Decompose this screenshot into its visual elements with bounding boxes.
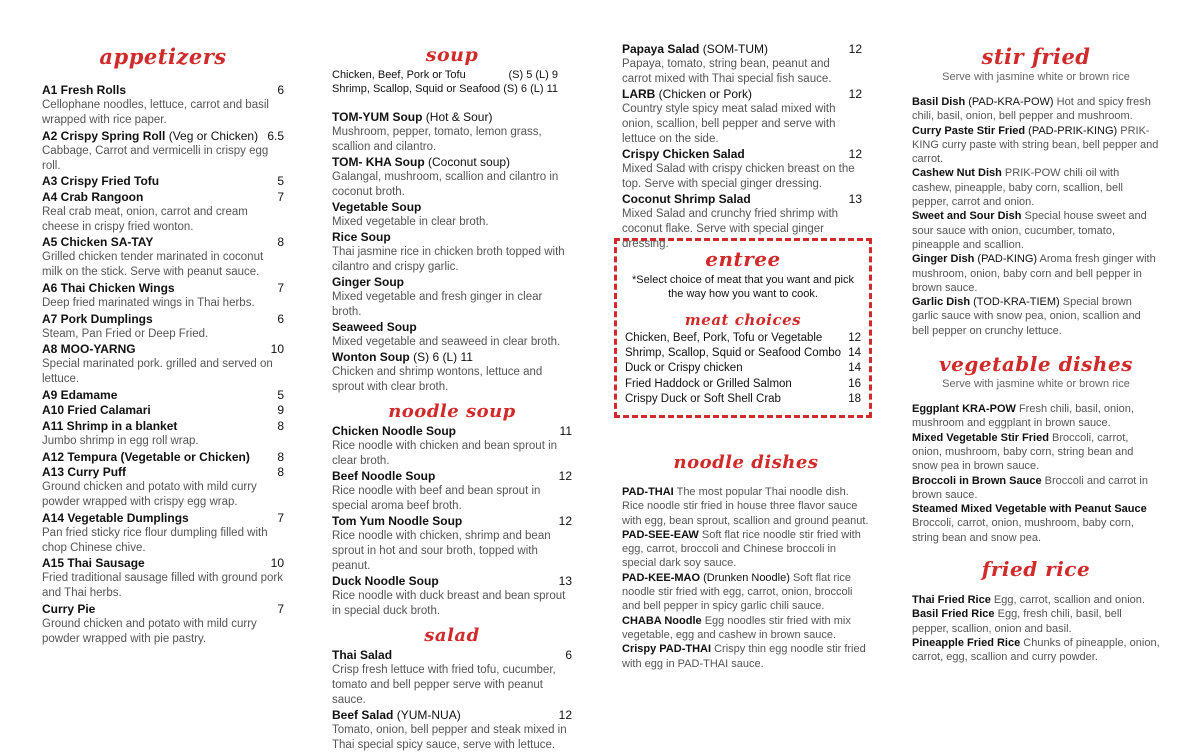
soup-price-rows bbox=[332, 68, 558, 96]
menu-item bbox=[622, 571, 870, 614]
menu-item bbox=[332, 648, 572, 708]
menu-item bbox=[912, 252, 1160, 295]
item-description: Ground chicken and potato with mild curry powder wrapped with crispy egg wrap. bbox=[42, 481, 257, 509]
stir-fried-column bbox=[912, 0, 1160, 665]
item-paren: (PAD-PRIK-KING) bbox=[1028, 124, 1118, 137]
item-paren: (TOD-KRA-TIEM) bbox=[973, 296, 1060, 309]
meat-choice-price: 18 bbox=[848, 392, 861, 405]
item-title: Curry Pie bbox=[42, 601, 96, 616]
noodle-soup-heading: noodle soup bbox=[388, 401, 516, 422]
item-price: 7 bbox=[277, 510, 284, 525]
item-description: Fried traditional sausage filled with ground pork and Thai herbs. bbox=[42, 572, 283, 600]
item-title: A15 Thai Sausage bbox=[42, 556, 145, 571]
item-paren: (Veg or Chicken) bbox=[168, 128, 259, 143]
item-title: A10 Fried Calamari bbox=[42, 403, 151, 418]
item-description: Chicken and shrimp wontons, lettuce and sprout with clear broth. bbox=[332, 366, 543, 393]
item-description: Thai jasmine rice in chicken broth topped with cilantro and crispy garlic. bbox=[332, 246, 565, 273]
menu-item bbox=[42, 556, 284, 601]
menu-item bbox=[912, 593, 1160, 607]
item-description: Mixed Salad and crunchy fried shrimp with coconut flake. Serve with special ginger dressing. bbox=[622, 208, 839, 250]
item-price: 11 bbox=[559, 424, 572, 438]
item-title: Beef Noodle Soup bbox=[332, 469, 436, 483]
item-name bbox=[42, 556, 284, 571]
item-title: A12 Tempura (Vegetable or Chicken) bbox=[42, 449, 250, 464]
item-title: PAD-SEE-EAW bbox=[622, 528, 699, 541]
meat-choices-list bbox=[623, 331, 863, 407]
vegetable-dishes-subtitle: Serve with jasmine white or brown rice bbox=[942, 378, 1130, 391]
item-paren: (S) 6 (L) 11 bbox=[413, 350, 473, 364]
soup-row-price: (S) 5 (L) 9 bbox=[508, 69, 558, 81]
meat-choice-label: Shrimp, Scallop, Squid or Seafood Combo bbox=[625, 347, 842, 360]
item-title: Cashew Nut Dish bbox=[912, 167, 1002, 180]
item-description: Jumbo shrimp in egg roll wrap. bbox=[42, 434, 199, 447]
item-title: Basil Fried Rice bbox=[912, 608, 995, 621]
item-price: 8 bbox=[277, 465, 284, 480]
item-title: A3 Crispy Fried Tofu bbox=[42, 174, 160, 189]
item-description: Mixed vegetable and seaweed in clear broth. bbox=[332, 336, 561, 348]
menu-item bbox=[332, 275, 572, 320]
menu-item bbox=[332, 200, 572, 230]
item-description: Rice noodle with beef and bean sprout in special aroma beef broth. bbox=[332, 485, 541, 512]
menu-item bbox=[42, 450, 284, 465]
entree-box bbox=[614, 238, 872, 418]
item-name bbox=[622, 42, 862, 57]
soup-row-price: (S) 6 (L) 11 bbox=[503, 83, 558, 95]
item-title: A14 Vegetable Dumplings bbox=[42, 510, 189, 525]
item-title: Wonton Soup bbox=[332, 350, 410, 364]
menu-item bbox=[622, 87, 862, 147]
item-title: A2 Crispy Spring Roll bbox=[42, 128, 166, 143]
item-title: A8 MOO-YARNG bbox=[42, 342, 136, 357]
item-price: 12 bbox=[848, 42, 862, 56]
menu-item bbox=[42, 342, 284, 387]
item-name bbox=[332, 469, 572, 484]
item-name bbox=[42, 419, 284, 434]
item-description: Egg, carrot, scallion and onion. bbox=[993, 594, 1145, 607]
menu-item bbox=[332, 514, 572, 574]
item-price: 13 bbox=[848, 192, 862, 206]
item-title: Beef Salad bbox=[332, 708, 394, 722]
menu-item bbox=[42, 602, 284, 647]
item-description: Soft flat rice noodle stir fried with egg, carrot, onion, broccoli and bell pepper in spicy garlic chili sauce. bbox=[622, 571, 853, 613]
item-description: Rice noodle with chicken, shrimp and bean sprout in hot and sour broth, topped with peanut. bbox=[332, 530, 551, 572]
appetizers-list bbox=[42, 83, 284, 647]
menu-item bbox=[622, 614, 870, 643]
item-description: Aroma fresh ginger with mushroom, onion, baby corn and bell pepper in brown sauce. bbox=[912, 253, 1156, 294]
item-name bbox=[332, 514, 572, 529]
soup-price-row bbox=[332, 68, 558, 82]
menu-item bbox=[42, 403, 284, 418]
item-description: Tomato, onion, bell pepper and steak mixed in Thai special spicy sauce, serve with lettuce. bbox=[332, 724, 567, 751]
item-description: Egg, fresh chili, basil, bell pepper, scallion, onion and basil. bbox=[912, 608, 1122, 635]
stir-fried-heading: stir fried bbox=[981, 44, 1091, 69]
menu-item bbox=[332, 469, 572, 514]
item-title: A1 Fresh Rolls bbox=[42, 83, 127, 97]
item-name bbox=[42, 129, 284, 144]
item-price: 7 bbox=[277, 189, 284, 204]
meat-choice-label: Crispy Duck or Soft Shell Crab bbox=[625, 392, 781, 405]
item-title: Seaweed Soup bbox=[332, 320, 417, 334]
menu-item bbox=[332, 110, 572, 155]
item-price: 12 bbox=[848, 147, 862, 161]
item-title: Tom Yum Noodle Soup bbox=[332, 514, 463, 528]
meat-choice-price: 16 bbox=[848, 377, 861, 390]
item-title: Coconut Shrimp Salad bbox=[622, 192, 751, 206]
item-price: 5 bbox=[277, 174, 284, 189]
item-title: Chicken Noodle Soup bbox=[332, 424, 457, 438]
item-price: 8 bbox=[277, 418, 284, 433]
item-description: Special brown garlic sauce with snow pea, onion, scallion and bell pepper on crunchy lettuce. bbox=[912, 296, 1141, 337]
soup-price-row bbox=[332, 82, 558, 96]
item-paren: (PAD-KRA-POW) bbox=[968, 96, 1054, 108]
item-description: Mixed vegetable in clear broth. bbox=[332, 216, 489, 228]
menu-item bbox=[912, 607, 1160, 636]
item-price: 10 bbox=[270, 342, 284, 357]
meat-choice-row bbox=[625, 346, 861, 361]
item-description: Grilled chicken tender marinated in coconut milk on the stick. Serve with peanut sauce. bbox=[42, 251, 264, 279]
noodle-dishes-heading: noodle dishes bbox=[673, 452, 819, 473]
item-description: Papaya, tomato, string bean, peanut and carrot mixed with Thai special fish sauce. bbox=[622, 58, 832, 85]
soup-list bbox=[332, 110, 572, 395]
item-price: 8 bbox=[277, 449, 284, 464]
menu-item bbox=[332, 708, 572, 753]
item-paren: (YUM-NUA) bbox=[396, 708, 461, 722]
item-name bbox=[42, 235, 284, 250]
item-name bbox=[332, 200, 572, 215]
item-description: Special marinated pork. grilled and served on lettuce. bbox=[42, 358, 273, 386]
salad-continued-list bbox=[622, 42, 862, 252]
menu-item bbox=[332, 155, 572, 200]
item-price: 5 bbox=[277, 387, 284, 402]
item-description: Chunks of pineapple, onion, carrot, egg, scallion and curry powder. bbox=[912, 636, 1160, 664]
item-name bbox=[42, 342, 284, 357]
soup-row-label: Chicken, Beef, Pork or Tofu bbox=[332, 69, 466, 81]
item-paren: (Drunken Noodle) bbox=[703, 571, 790, 584]
item-price: 12 bbox=[558, 469, 572, 483]
item-price: 13 bbox=[558, 574, 572, 588]
item-title: Sweet and Sour Dish bbox=[912, 210, 1022, 223]
entree-column bbox=[622, 42, 862, 252]
item-name bbox=[42, 190, 284, 205]
item-description: Ground chicken and potato with mild curry powder wrapped with pie pastry. bbox=[42, 617, 257, 645]
meat-choice-row bbox=[625, 361, 861, 376]
item-description: Broccoli, carrot, onion, mushroom, baby corn, string bean and snow pea. bbox=[912, 517, 1134, 544]
item-price: 6.5 bbox=[267, 128, 284, 143]
noodle-soup-list bbox=[332, 424, 572, 619]
item-description: Mixed Salad with crispy chicken breast on the top. Serve with special ginger dressing. bbox=[622, 163, 855, 190]
item-title: TOM-YUM Soup bbox=[332, 110, 423, 124]
item-name bbox=[42, 174, 284, 189]
item-title: Papaya Salad bbox=[622, 42, 700, 56]
menu-item bbox=[912, 166, 1160, 209]
item-description: Real crab meat, onion, carrot and cream cheese in crispy fried wonton. bbox=[42, 205, 248, 233]
item-description: Rice noodle with chicken and bean sprout in clear broth. bbox=[332, 440, 558, 467]
item-title: CHABA Noodle bbox=[622, 614, 702, 627]
menu-item bbox=[332, 320, 572, 350]
entree-note: *Select choice of meat that you want and pick the way how you want to cook. bbox=[632, 274, 854, 300]
menu-item bbox=[332, 574, 572, 619]
item-price: 6 bbox=[277, 83, 284, 97]
menu-item bbox=[42, 511, 284, 556]
stir-fried-list bbox=[912, 95, 1160, 338]
item-paren: (Hot & Sour) bbox=[425, 110, 493, 124]
meat-choice-row bbox=[625, 331, 861, 346]
item-name bbox=[42, 388, 284, 403]
item-title: Thai Fried Rice bbox=[912, 594, 991, 607]
item-description: Rice noodle with duck breast and bean sprout in special duck broth. bbox=[332, 590, 566, 617]
item-title: LARB bbox=[622, 87, 656, 101]
item-price: 10 bbox=[270, 556, 284, 571]
item-name bbox=[42, 312, 284, 327]
item-name bbox=[42, 281, 284, 296]
item-description: Steam, Pan Fried or Deep Fried. bbox=[42, 327, 209, 340]
item-description: Mixed vegetable and fresh ginger in clear broth. bbox=[332, 291, 543, 318]
item-title: Garlic Dish bbox=[912, 296, 971, 309]
item-name bbox=[42, 450, 284, 465]
item-title: PAD-KEE-MAO bbox=[622, 571, 701, 584]
stir-fried-subtitle: Serve with jasmine white or brown rice bbox=[942, 71, 1130, 83]
noodle-dishes-column bbox=[622, 452, 870, 671]
item-title: Curry Paste Stir Fried bbox=[912, 124, 1026, 137]
item-price: 12 bbox=[558, 708, 572, 722]
item-title: A9 Edamame bbox=[42, 387, 118, 402]
item-title: A4 Crab Rangoon bbox=[42, 189, 144, 204]
item-title: Broccoli in Brown Sauce bbox=[912, 474, 1042, 487]
item-paren: (PAD-KING) bbox=[977, 253, 1038, 266]
item-name bbox=[332, 350, 572, 365]
item-price: 9 bbox=[277, 403, 284, 418]
item-description: Crisp fresh lettuce with fried tofu, cucumber, tomato and bell pepper serve with peanut sauce. bbox=[332, 664, 556, 706]
item-title: Pineapple Fried Rice bbox=[912, 636, 1021, 649]
menu-item bbox=[42, 281, 284, 311]
item-title: A13 Curry Puff bbox=[42, 465, 127, 480]
meat-choice-label: Chicken, Beef, Pork, Tofu or Vegetable bbox=[625, 332, 823, 344]
item-name bbox=[42, 403, 284, 418]
menu-item bbox=[912, 124, 1160, 167]
item-title: Crispy PAD-THAI bbox=[622, 643, 712, 656]
item-description: PRIK-POW chili oil with cashew, pineapple, baby corn, scallion, bell pepper, carrot and onion. bbox=[912, 167, 1123, 209]
item-description: Cellophane noodles, lettuce, carrot and basil wrapped with rice paper. bbox=[42, 99, 269, 126]
item-description: Soft flat rice noodle stir fried with egg, carrot, broccoli and Chinese broccoli in special dark soy sauce. bbox=[622, 528, 861, 570]
menu-item bbox=[912, 636, 1160, 665]
item-price: 7 bbox=[277, 280, 284, 295]
appetizers-heading: appetizers bbox=[99, 44, 227, 69]
item-title: TOM- KHA Soup bbox=[332, 155, 425, 169]
item-name bbox=[622, 192, 862, 207]
menu-item bbox=[42, 312, 284, 342]
entree-heading: entree bbox=[705, 247, 781, 271]
item-title: Duck Noodle Soup bbox=[332, 574, 439, 588]
menu-item bbox=[42, 465, 284, 510]
meat-choice-label: Fried Haddock or Grilled Salmon bbox=[625, 377, 792, 390]
meat-choices-heading: meat choices bbox=[684, 311, 802, 329]
menu-item bbox=[912, 402, 1160, 431]
item-description: Egg noodles stir fried with mix vegetable, egg and cashew in brown sauce. bbox=[622, 614, 851, 641]
item-title: Basil Dish bbox=[912, 96, 966, 108]
item-name bbox=[332, 648, 572, 663]
item-title: Eggplant KRA-POW bbox=[912, 403, 1016, 416]
item-description: Crispy thin egg noodle stir fried with egg in PAD-THAI sauce. bbox=[622, 643, 866, 670]
menu-item bbox=[912, 209, 1160, 252]
item-paren: (SOM-TUM) bbox=[702, 42, 769, 56]
meat-choice-row bbox=[625, 377, 861, 392]
menu-item bbox=[912, 295, 1160, 338]
item-name bbox=[332, 320, 572, 335]
item-name bbox=[332, 708, 572, 723]
item-name bbox=[332, 230, 572, 245]
item-name bbox=[622, 147, 862, 162]
item-name bbox=[332, 155, 572, 170]
item-name bbox=[332, 424, 572, 439]
item-name bbox=[42, 511, 284, 526]
fried-rice-list bbox=[912, 593, 1160, 664]
item-title: A5 Chicken SA-TAY bbox=[42, 235, 154, 250]
noodle-dishes-list bbox=[622, 485, 870, 671]
meat-choice-price: 12 bbox=[848, 332, 861, 344]
soup-heading: soup bbox=[425, 44, 479, 66]
soup-column bbox=[332, 0, 572, 753]
item-title: PAD-THAI bbox=[622, 486, 674, 498]
vegetable-dishes-heading: vegetable dishes bbox=[939, 352, 1133, 377]
item-price: 6 bbox=[565, 648, 572, 662]
item-name bbox=[622, 87, 862, 102]
menu-item bbox=[42, 129, 284, 174]
menu-item bbox=[332, 230, 572, 275]
item-description: Hot and spicy fresh chili, basil, onion, bell pepper and mushroom. bbox=[912, 96, 1151, 123]
menu-item bbox=[622, 528, 870, 571]
menu-item bbox=[622, 642, 870, 671]
menu-item bbox=[332, 424, 572, 469]
item-title: A11 Shrimp in a blanket bbox=[42, 418, 178, 433]
item-name bbox=[332, 275, 572, 290]
item-price: 12 bbox=[558, 514, 572, 528]
item-name bbox=[42, 83, 284, 98]
item-title: Crispy Chicken Salad bbox=[622, 147, 745, 161]
menu-item bbox=[42, 83, 284, 128]
item-description: Galangal, mushroom, scallion and cilantro in coconut broth. bbox=[332, 171, 559, 198]
item-title: A7 Pork Dumplings bbox=[42, 311, 153, 326]
menu-item bbox=[332, 350, 572, 395]
item-price: 8 bbox=[277, 235, 284, 250]
item-title: Ginger Dish bbox=[912, 253, 975, 266]
item-title: Ginger Soup bbox=[332, 275, 404, 289]
item-title: Vegetable Soup bbox=[332, 200, 422, 214]
item-paren: (Coconut soup) bbox=[428, 155, 511, 169]
item-price: 12 bbox=[848, 87, 862, 101]
item-title: Steamed Mixed Vegetable with Peanut Sauce bbox=[912, 503, 1147, 516]
menu-item bbox=[912, 431, 1160, 474]
item-description: Broccoli, carrot, onion, mushroom, baby corn, string bean and snow pea in brown sauce. bbox=[912, 431, 1134, 473]
item-name bbox=[42, 602, 284, 617]
menu-item bbox=[42, 235, 284, 280]
salad-heading: salad bbox=[424, 625, 480, 646]
item-description: The most popular Thai noodle dish. Rice noodle stir fried in house three flavor sauce with egg, bean sprout, scallion and ground peanut. bbox=[622, 486, 869, 527]
item-description: Country style spicy meat salad mixed with onion, scallion, bell pepper and serve with lettuce on the side. bbox=[622, 103, 836, 145]
menu-item bbox=[622, 42, 862, 87]
item-description: Pan fried sticky rice flour dumpling filled with chop Chinese chive. bbox=[42, 526, 268, 554]
item-price: 7 bbox=[277, 601, 284, 616]
item-title: A6 Thai Chicken Wings bbox=[42, 280, 175, 295]
item-title: Rice Soup bbox=[332, 230, 391, 244]
item-name bbox=[332, 110, 572, 125]
menu-item bbox=[42, 190, 284, 235]
item-description: PRIK-KING curry paste with string bean, bell pepper and carrot. bbox=[912, 124, 1159, 166]
item-title: Thai Salad bbox=[332, 648, 393, 662]
menu-item bbox=[622, 485, 870, 528]
menu-item bbox=[42, 174, 284, 189]
item-price: 6 bbox=[277, 311, 284, 326]
item-description: Fresh chili, basil, onion, mushroom and eggplant in brown sauce. bbox=[912, 403, 1134, 430]
fried-rice-heading: fried rice bbox=[981, 557, 1091, 582]
meat-choice-price: 14 bbox=[848, 347, 861, 360]
item-description: Special house sweet and sour sauce with onion, cucumber, tomato, pineapple and scallion. bbox=[912, 210, 1147, 251]
soup-row-label: Shrimp, Scallop, Squid or Seafood bbox=[332, 83, 501, 95]
salad-list bbox=[332, 648, 572, 753]
item-name bbox=[332, 574, 572, 589]
menu-item bbox=[912, 95, 1160, 124]
menu-item bbox=[42, 388, 284, 403]
menu-item bbox=[912, 474, 1160, 503]
item-description: Cabbage, Carrot and vermicelli in crispy egg roll. bbox=[42, 144, 269, 172]
meat-choice-label: Duck or Crispy chicken bbox=[625, 362, 743, 375]
appetizers-column bbox=[42, 0, 284, 648]
item-name bbox=[42, 465, 284, 480]
item-description: Mushroom, pepper, tomato, lemon grass, scallion and cilantro. bbox=[332, 126, 542, 153]
item-description: Broccoli and carrot in brown sauce. bbox=[912, 474, 1148, 501]
menu-item bbox=[42, 419, 284, 449]
item-title: Mixed Vegetable Stir Fried bbox=[912, 431, 1049, 444]
meat-choice-row bbox=[625, 392, 861, 407]
menu-item bbox=[622, 147, 862, 192]
item-description: Deep fried marinated wings in Thai herbs. bbox=[42, 296, 255, 309]
menu-item bbox=[912, 502, 1160, 545]
vegetable-dishes-list bbox=[912, 402, 1160, 545]
meat-choice-price: 14 bbox=[848, 362, 861, 375]
item-paren: (Chicken or Pork) bbox=[658, 87, 753, 101]
